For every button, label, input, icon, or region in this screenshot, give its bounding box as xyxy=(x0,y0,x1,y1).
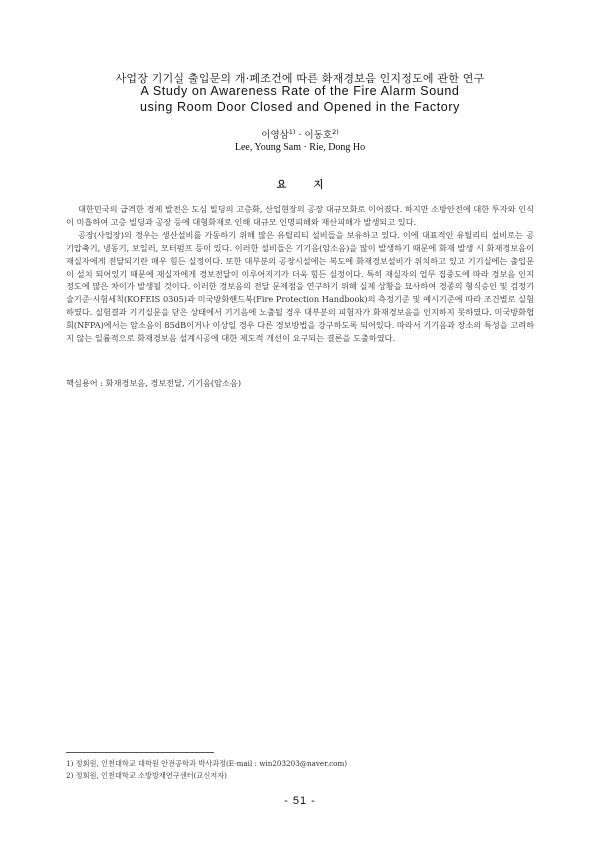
abstract-body xyxy=(66,203,534,345)
author2-footnote-mark: 2) xyxy=(332,127,339,136)
author1-name: 이영삼 xyxy=(261,130,289,141)
abstract-heading: 요 지 xyxy=(276,180,324,191)
english-authors: Lee, Young Sam · Rie, Dong Ho xyxy=(234,142,366,153)
footnote-2: 2) 정회원, 인천대학교 소방방재연구센터(교신저자) xyxy=(66,771,227,780)
page-number: - 51 - xyxy=(284,795,316,807)
author1-footnote-mark: 1) xyxy=(288,127,296,136)
korean-authors xyxy=(0,127,600,141)
author-separator: · xyxy=(295,130,305,141)
author2-name: 이동호 xyxy=(304,130,333,141)
english-title-line2: using Room Door Closed and Opened in the Factory xyxy=(140,100,460,114)
keywords: 핵심용어 : 화재경보음, 경보전달, 기기음(암소음) xyxy=(66,378,242,388)
abstract-paragraph-1: 대한민국의 급격한 경제 발전은 도심 빌딩의 고층화, 산업현장의 공장 대규모화로 이어졌다. 하지만 소방안전에 대한 투자와 인식이 미흡하여 고층 빌딩과 공장 등에 대형화재로 인해 대규모 인명피해와 재산피해가 발생되고 있다. xyxy=(66,204,534,227)
english-title-line1: A Study on Awareness Rate of the Fire Alarm Sound xyxy=(140,84,460,98)
abstract-paragraph-2: 공장(사업장)의 경우는 생산설비를 가동하기 위해 많은 유틸리티 설비들을 보유하고 있다. 이에 대표적인 유틸리티 설비로는 공기압축기, 냉동기, 보일러, 모터펌프 등이 있다. 이러한 설비들은 기기음(암소음)을 많이 발생하기 때문에 화재 발생 시 화재경보음이 재실자에게 전달되기란 매우 힘든 실정이다. 또한 대부분의 공장시설에는 복도에 화재경보설비가 위치하고 있고 기기실에는 출입문이 설치 되어있기 때문에 재실자에게 경보전달이 이루어지기가 더욱 힘든 실정이다. 특히 재실자의 업무 집중도에 따라 경보음 인지정도에 많은 차이가 발생될 것이다. 이러한 경보음의 전달 문제점을 연구하기 위해 실제 상황을 묘사하여 경종의 형식승인 및 검정기술기준·시험세칙(KOFEIS 0305)과 미국방화핸드북(Fire Protection Handbook)의 측정기준 및 예시기준에 따라 조건별로 실험하였다. 실험결과 기기실문을 닫은 상태에서 기기음에 노출될 경우 대부분의 피험자가 화재경보음을 인지하지 못하였다. 미국방화협회(NFPA)에서는 암소음이 85dB이거나 이상일 경우 다른 경보방법을 강구하도록 되어있다. 따라서 기기음과 장소의 특성을 고려하지 않는 일률적으로 화재경보음 설계시공에 대한 제도적 개선이 요구되는 결론을 도출하였다. xyxy=(66,229,534,344)
footnote-divider xyxy=(66,752,214,753)
korean-title: 사업장 기기실 출입문의 개·폐조건에 따른 화재경보음 인지정도에 관한 연구 xyxy=(115,72,485,85)
footnotes xyxy=(66,758,534,782)
footnote-1: 1) 정회원, 인천대학교 대학원 안전공학과 박사과정(E-mail : win203203@naver.com) xyxy=(66,759,348,768)
